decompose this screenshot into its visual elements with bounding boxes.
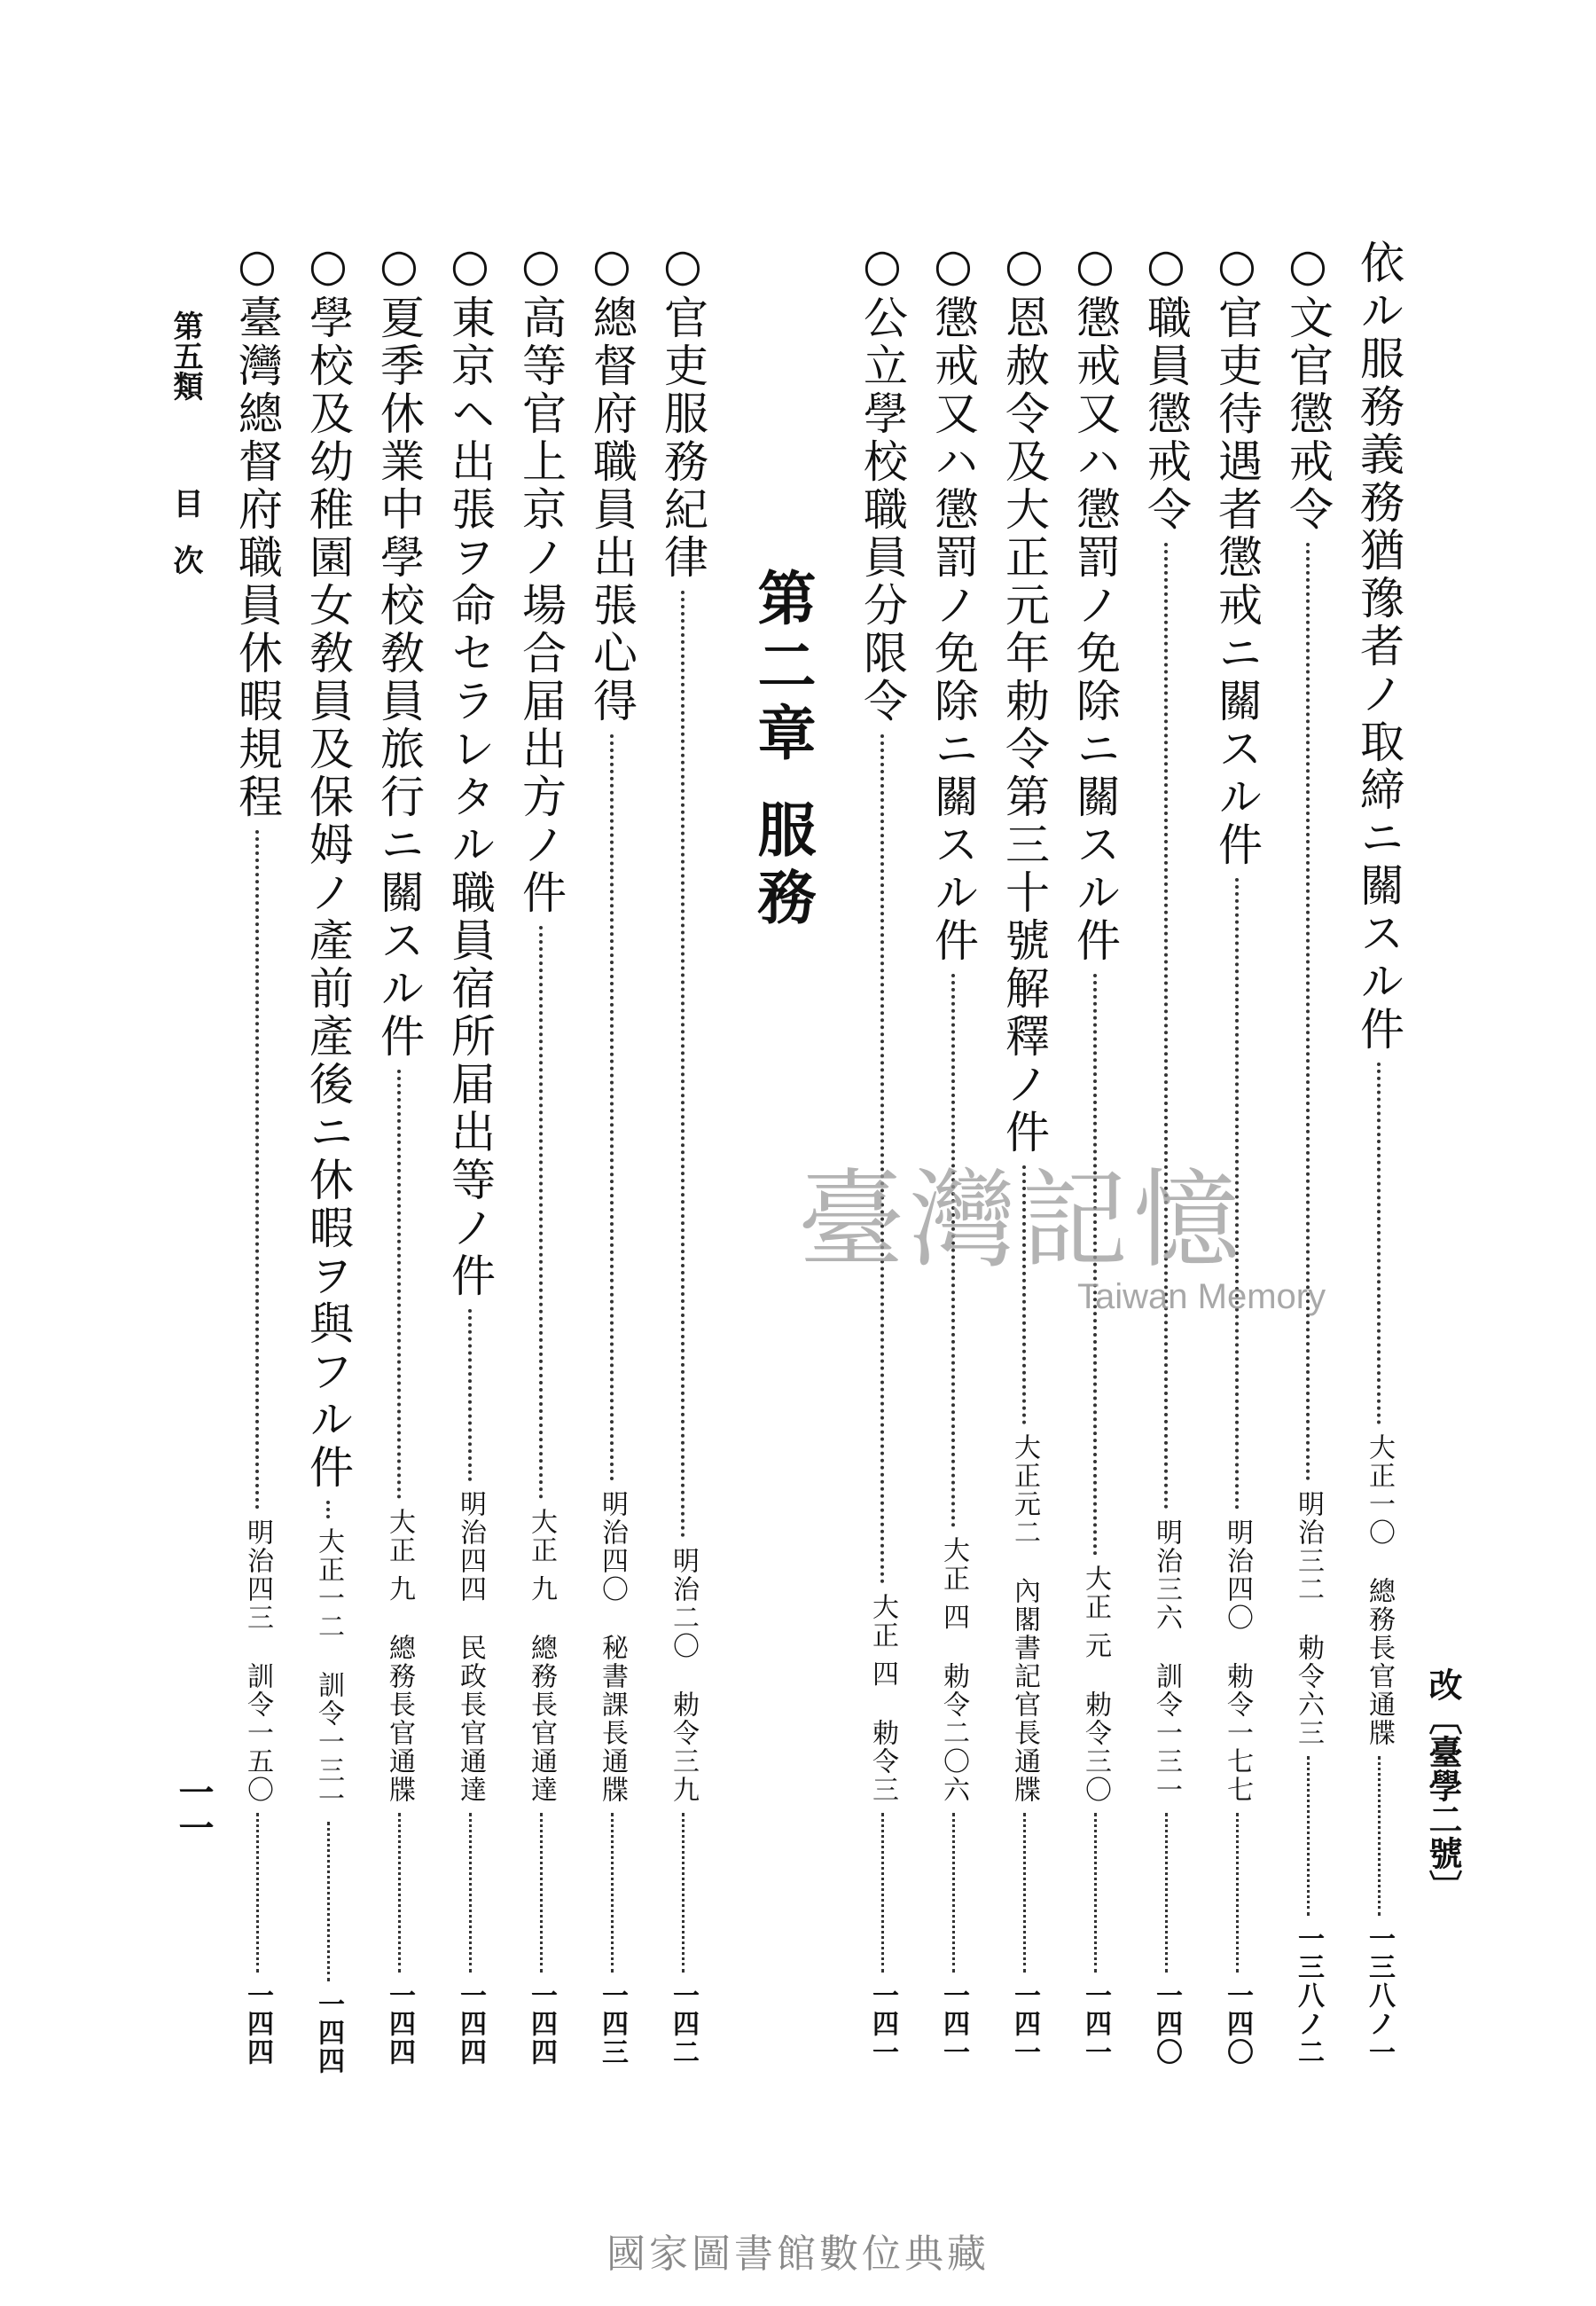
entry-meta: [866, 1593, 898, 2067]
toc-label: 目次: [168, 488, 203, 601]
entry-law: 勅令二〇六: [938, 1662, 969, 1804]
entry-page: 一三八ノ二: [1293, 1925, 1324, 2067]
entry-meta: [525, 1508, 557, 2067]
leader-dots: [1377, 1063, 1381, 1424]
entry-meta: [1008, 1433, 1040, 2067]
toc-entry: [368, 239, 430, 2067]
leader-dots: [1378, 1756, 1381, 1916]
entry-law: 內閣書記官長通牒: [1009, 1577, 1040, 1804]
entry-page: 一四〇: [1151, 1981, 1182, 2067]
entry-date: 大正 四: [867, 1593, 898, 1689]
entry-date: 明治四四: [455, 1490, 486, 1604]
entry-title: ○臺灣總督府職員休暇規程: [231, 239, 283, 821]
entry-title: ○東京ヘ出張ヲ命セラレタル職員宿所届出等ノ件: [444, 239, 496, 1300]
entry-page: 一四二: [668, 1981, 699, 2067]
entry-page: 一四一: [1080, 1981, 1111, 2067]
toc-entry: [439, 239, 501, 2067]
library-credit: 國家圖書館數位典藏: [606, 2231, 990, 2277]
entry-date: 明治四〇: [597, 1490, 628, 1604]
entry-page: 一四四: [313, 1990, 344, 2075]
entry-page: 一四一: [1009, 1981, 1040, 2067]
leader-dots: [610, 734, 614, 1481]
entry-title: ○官吏待遇者懲戒ニ關スル件: [1211, 239, 1263, 869]
page-number: 一一: [173, 1774, 215, 1845]
chapter-heading: 第二章 服務: [747, 568, 817, 934]
entry-law: 總務長官通牒: [384, 1634, 415, 1804]
leader-dots: [327, 1822, 330, 1981]
entry-page: 一四四: [384, 1981, 415, 2067]
entry-title: ○夏季休業中學校敎員旅行ニ關スル件: [373, 239, 425, 1061]
entry-title: ○恩赦令及大正元年勅令第三十號解釋ノ件: [998, 239, 1050, 1157]
leader-dots: [539, 926, 543, 1499]
leader-dots: [681, 591, 685, 1538]
entry-page: 一四〇: [1222, 1981, 1253, 2067]
entry-date: 大正一二: [313, 1527, 344, 1641]
entry-law: 總務長官通達: [526, 1634, 557, 1804]
entry-date: 大正 九: [526, 1508, 557, 1604]
entry-title: ○職員懲戒令: [1140, 239, 1192, 534]
entry-meta: [241, 1518, 273, 2067]
entry-date: 大正 元: [1080, 1565, 1111, 1660]
leader-dots: [397, 1070, 401, 1499]
entry-meta: [312, 1527, 344, 2075]
toc-entry: [652, 239, 714, 2067]
entry-title: ○懲戒又ハ懲罰ノ免除ニ關スル件: [1069, 239, 1121, 965]
entry-page: 一四一: [867, 1981, 898, 2067]
leader-dots: [1306, 543, 1310, 1481]
leader-dots: [326, 1501, 330, 1518]
entry-page: 一四四: [455, 1981, 486, 2067]
leader-dots: [1023, 1813, 1026, 1973]
leader-dots: [1165, 1813, 1168, 1973]
entry-title: ○總督府職員出張心得: [586, 239, 638, 726]
entry-law: 勅令三九: [668, 1690, 699, 1804]
leader-dots: [611, 1813, 614, 1973]
entry-title: ○懲戒又ハ懲罰ノ免除ニ關スル件: [927, 239, 979, 965]
leader-dots: [469, 1813, 472, 1973]
entry-meta: [667, 1547, 699, 2067]
leader-dots: [255, 830, 259, 1510]
entry-date: 明治三六: [1151, 1518, 1182, 1632]
toc-entry: [1348, 239, 1410, 2067]
entry-law: 勅令三: [867, 1719, 898, 1804]
entry-law: 秘書課長通牒: [597, 1634, 628, 1804]
entry-date: 大正元二: [1009, 1433, 1040, 1547]
entry-law: 勅令三〇: [1080, 1690, 1111, 1804]
entry-law: 訓令一三一: [313, 1671, 344, 1813]
entry-date: 明治四三: [242, 1518, 273, 1632]
toc-entry: [510, 239, 572, 2067]
toc-entry: [581, 239, 643, 2067]
entry-title: ○公立學校職員分限令: [857, 239, 908, 726]
entry-date: 大正一〇: [1364, 1433, 1395, 1547]
leader-dots: [1164, 543, 1168, 1510]
leader-dots: [682, 1813, 685, 1973]
entry-title: 依ル服務義務猶豫者ノ取締ニ關スル件: [1353, 239, 1404, 1054]
revision-note: 改〔臺學二號〕: [1423, 1667, 1463, 1903]
entry-date: 明治三二: [1293, 1490, 1324, 1604]
leader-dots: [256, 1813, 259, 1973]
entry-meta: [937, 1536, 969, 2067]
entry-law: 勅令六三: [1293, 1634, 1324, 1747]
entry-title: ○官吏服務紀律: [657, 239, 708, 582]
entry-law: 勅令一七七: [1222, 1662, 1253, 1804]
entry-date: 大正 九: [384, 1508, 415, 1604]
toc-entry: [297, 239, 359, 2075]
entry-date: 明治四〇: [1222, 1518, 1253, 1632]
entry-page: 一四四: [242, 1981, 273, 2067]
entry-law: 總務長官通牒: [1364, 1577, 1395, 1747]
leader-dots: [952, 1813, 955, 1973]
entry-meta: [1221, 1518, 1253, 2067]
entry-meta: [454, 1490, 486, 2067]
entry-page: 一四三: [597, 1981, 628, 2067]
entry-meta: [596, 1490, 628, 2067]
entry-meta: [383, 1508, 415, 2067]
watermark: [798, 1135, 1326, 1339]
entry-title: ○文官懲戒令: [1282, 239, 1334, 534]
entry-meta: [1079, 1565, 1111, 2067]
leader-dots: [540, 1813, 543, 1973]
category-label: 第五類: [168, 310, 203, 401]
entry-meta: [1292, 1490, 1324, 2067]
entry-meta: [1150, 1518, 1182, 2067]
entry-page: 一四一: [938, 1981, 969, 2067]
leader-dots: [468, 1309, 472, 1481]
entry-law: 民政長官通達: [455, 1634, 486, 1804]
entry-law: 訓令一三一: [1151, 1662, 1182, 1804]
watermark-subtext: Taiwan Memory: [1077, 1277, 1326, 1316]
toc-entry: [226, 239, 288, 2067]
entry-title: ○高等官上京ノ場合届出方ノ件: [515, 239, 567, 917]
leader-dots: [1307, 1756, 1310, 1916]
entry-law: 訓令一五〇: [242, 1662, 273, 1804]
entry-page: 一四四: [526, 1981, 557, 2067]
entry-date: 大正 四: [938, 1536, 969, 1632]
entry-meta: [1363, 1433, 1395, 2067]
entry-page: 一三八ノ一: [1364, 1925, 1395, 2067]
entry-title: ○學校及幼稚園女敎員及保姆ノ產前產後ニ休暇ヲ與フル件: [302, 239, 354, 1492]
leader-dots: [881, 1813, 884, 1973]
leader-dots: [1236, 1813, 1239, 1973]
watermark-text: 臺灣記憶: [798, 1159, 1245, 1282]
leader-dots: [398, 1813, 401, 1973]
entry-date: 明治二〇: [668, 1547, 699, 1660]
leader-dots: [1094, 1813, 1097, 1973]
